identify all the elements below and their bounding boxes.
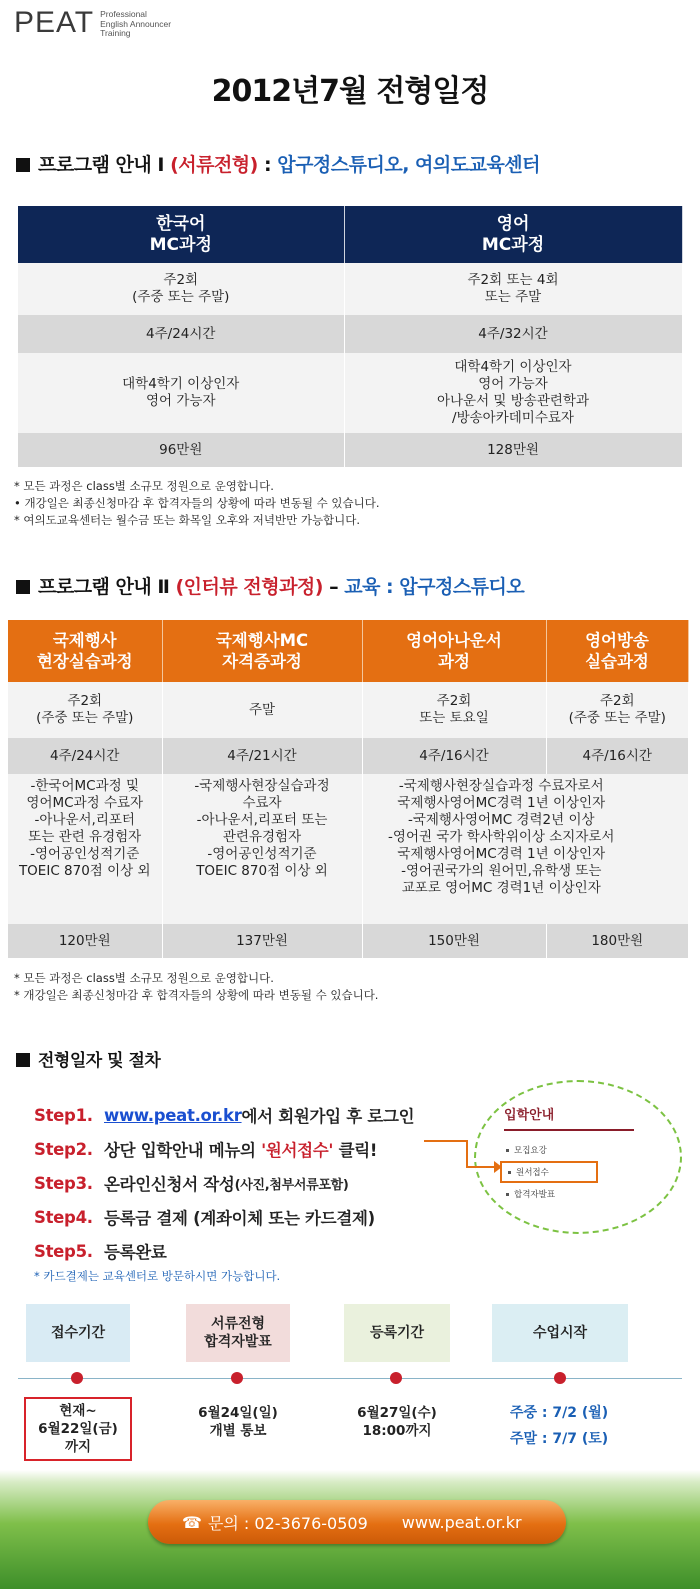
table-cell: 150만원 [362, 924, 546, 958]
table-cell: 4주/16시간 [546, 738, 688, 774]
logo-subtitle: Professional English Announcer Training [100, 9, 172, 38]
step-2: Step2. 상단 입학안내 메뉴의 '원서접수' 클릭! [34, 1139, 378, 1160]
table-row-fee [18, 433, 682, 467]
table-cell: 주2회 또는 4회 또는 주말 [344, 263, 682, 315]
table-row-requirements [18, 353, 682, 433]
table-cell: 137만원 [162, 924, 362, 958]
table-cell: 주2회 (주중 또는 주말) [18, 263, 344, 315]
timeline-dot [71, 1372, 83, 1384]
col-header-korean-mc: 한국어 MC과정 [18, 206, 344, 263]
table-cell: 대학4학기 이상인자 영어 가능자 [18, 353, 344, 433]
timeline-dot [554, 1372, 566, 1384]
table-row-hours [8, 738, 688, 774]
section-heading-program-1: 프로그램 안내 Ⅰ (서류전형) : 압구정스튜디오, 여의도교육센터 [16, 150, 540, 177]
table-cell: 96만원 [18, 433, 344, 467]
table-cell: -국제행사현장실습과정 수료자로서 국제행사영어MC경력 1년 이상인자 -국제행사영어MC 경력2년 이상 -영어권 국가 학사학위이상 소지자로서 국제행사영어MC경력 1년 이상인자 -영어권국가의 원어민,유학생 또는 교포로 영어MC 경력1년 이상인자 [362, 774, 688, 924]
square-bullet-icon [16, 580, 30, 594]
page-title: 2012년7월 전형일정 [211, 74, 489, 109]
table-row-schedule [8, 682, 688, 738]
square-bullet-icon [16, 1053, 30, 1067]
table-cell: 주2회 (주중 또는 주말) [546, 682, 688, 738]
timeline-dot [390, 1372, 402, 1384]
menu-item-guidelines[interactable]: 모집요강 [504, 1139, 654, 1161]
timeline-stage-document-results: 서류전형 합격자발표 [186, 1304, 290, 1362]
step-3: Step3. 온라인신청서 작성 (사진,첨부서류포함) [34, 1173, 349, 1194]
table-cell: 4주/16시간 [362, 738, 546, 774]
table-row-fee [8, 924, 688, 958]
section-heading-program-2: 프로그램 안내 Ⅱ (인터뷰 전형과정) – 교육 : 압구정스튜디오 [16, 572, 524, 599]
menu-item-application[interactable]: 원서접수 [500, 1161, 598, 1183]
table-cell: 4주/24시간 [8, 738, 162, 774]
step-list [34, 1098, 414, 1268]
menu-item-results[interactable]: 합격자발표 [504, 1183, 654, 1205]
col-header-event-practice: 국제행사 현장실습과정 [8, 620, 162, 682]
table-cell: 주2회 (주중 또는 주말) [8, 682, 162, 738]
program-1-table [18, 206, 683, 467]
section-heading-procedure: 전형일자 및 절차 [16, 1046, 160, 1071]
step-5: Step5. 등록완료 [34, 1241, 167, 1262]
col-header-event-mc-cert: 국제행사MC 자격증과정 [162, 620, 362, 682]
table-cell: 4주/21시간 [162, 738, 362, 774]
timeline-value-registration: 6월27일(수) 18:00까지 [357, 1405, 437, 1439]
table-cell: -국제행사현장실습과정 수료자 -아나운서,리포터 또는 관련유경험자 -영어공인성적기준 TOEIC 870점 이상 외 [162, 774, 362, 924]
table-row-hours [18, 315, 682, 353]
table-cell: 180만원 [546, 924, 688, 958]
timeline-stage-class-start: 수업시작 [492, 1304, 628, 1362]
table-cell: 4주/24시간 [18, 315, 344, 353]
col-header-english-announcer: 영어아나운서 과정 [362, 620, 546, 682]
square-bullet-icon [16, 158, 30, 172]
timeline-value-document-results: 6월24일(일) 개별 통보 [198, 1405, 278, 1439]
card-payment-note: * 카드결제는 교육센터로 방문하시면 가능합니다. [34, 1269, 281, 1283]
table-cell: 4주/32시간 [344, 315, 682, 353]
arrow-right-icon [494, 1161, 502, 1173]
timeline-value-class-start: 주중 : 7/2 (월) 주말 : 7/7 (토) [510, 1405, 609, 1447]
contact-banner[interactable] [148, 1500, 566, 1544]
pointer-arrow-line [466, 1140, 468, 1168]
timeline-axis [18, 1378, 682, 1379]
step-1: Step1. www.peat.or.kr 에서 회원가입 후 로그인 [34, 1105, 415, 1126]
admission-menu-title: 입학안내 [504, 1104, 634, 1131]
footer-website-link[interactable]: www.peat.or.kr [401, 1512, 522, 1532]
table-cell: -한국어MC과정 및 영어MC과정 수료자 -아나운서,리포터 또는 관련 유경험자 -영어공인성적기준 TOEIC 870점 이상 외 [8, 774, 162, 924]
table-cell: 대학4학기 이상인자 영어 가능자 아나운서 및 방송관련학과 /방송아카데미수료자 [344, 353, 682, 433]
timeline-stage-registration: 등록기간 [344, 1304, 450, 1362]
table-row-schedule [18, 263, 682, 315]
contact-phone: 문의 : 02-3676-0509 [207, 1513, 368, 1533]
table-header-row [18, 206, 682, 263]
program-2-table [8, 620, 689, 958]
table-row-requirements [8, 774, 688, 924]
timeline-value-application: 현재~ 6월22일(금) 까지 [24, 1397, 132, 1461]
peat-logo[interactable] [14, 8, 171, 39]
col-header-english-mc: 영어 MC과정 [344, 206, 682, 263]
step-4: Step4. 등록금 결제 (계좌이체 또는 카드결제) [34, 1207, 375, 1228]
pointer-arrow-line [466, 1166, 496, 1168]
program-1-notes: * 모든 과정은 class별 소규모 정원으로 운영합니다. • 개강일은 최종신청마감 후 합격자들의 상황에 따라 변동될 수 있습니다. * 여의도교육센터는 월수금 또는 화목일 오후와 저녁반만 가능합니다. [14, 479, 380, 527]
table-cell: 주2회 또는 토요일 [362, 682, 546, 738]
table-header-row [8, 620, 688, 682]
table-cell: 128만원 [344, 433, 682, 467]
timeline-stage-application: 접수기간 [26, 1304, 130, 1362]
timeline-dot [231, 1372, 243, 1384]
program-2-notes: * 모든 과정은 class별 소규모 정원으로 운영합니다. * 개강일은 최종신청마감 후 합격자들의 상황에 따라 변동될 수 있습니다. [14, 971, 379, 1002]
website-link[interactable]: www.peat.or.kr [104, 1105, 242, 1125]
logo-wordmark: PEAT [14, 6, 95, 39]
table-cell: 주말 [162, 682, 362, 738]
phone-icon: ☎ [182, 1512, 202, 1532]
pointer-arrow-line [424, 1140, 468, 1142]
admission-menu-illustration [504, 1104, 654, 1205]
table-cell: 120만원 [8, 924, 162, 958]
col-header-english-broadcast: 영어방송 실습과정 [546, 620, 688, 682]
